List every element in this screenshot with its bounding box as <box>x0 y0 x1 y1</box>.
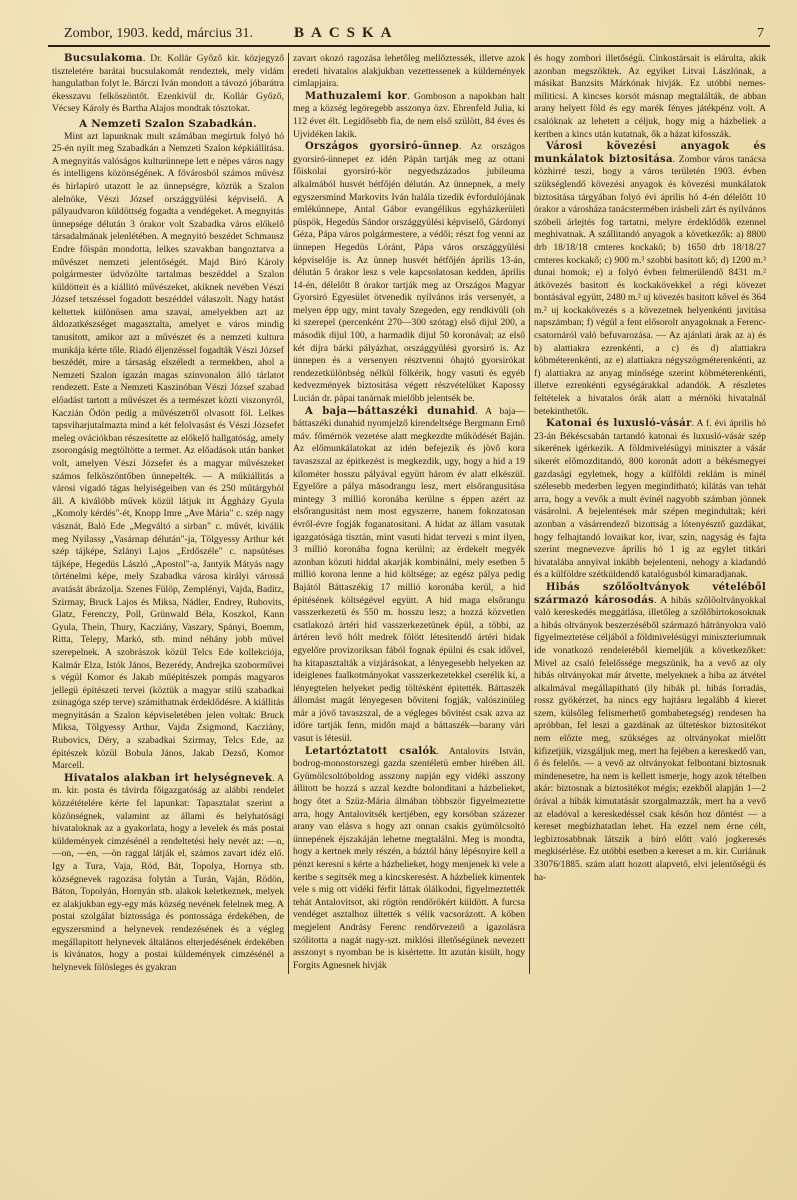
article-body: . A baja—báttaszéki dunahid nyomjelző kirendeltsége Bergmann Ernő máv. főmérnök vezetése alatt megkezdte működését Baján. Az előmunkálatokat az idén befejezik és jövő kora tavaszszal az épitkezést is megkezdik, ugy, hogy a hid a 19 kilométer hosszu pályával együtt három év alatt elkészül. Egyelőre a pálya másodrangu lesz, mert elsőrangusitása mintegy 3 millió koronába kerülne s éppen azért az elsőrangusitást nem most egyszerre, hanem fokozatosan évről-évre fogják foganatositani. A hidat az állam vasutak igazgatósága tisztán, mint vasuti hidat tervezi s mint ilyen, 3 millió koronába fogna kerülni; az érdekelt megyék azonban közuti hiddal akarják kombinálni, mely esetben 5 millió korona lenne a hid költsége; az egész pálya pedig Bajától Báttaszékig 17 millió koronába kerül, a hid épitésének költségével együtt. A hid maga elsőrangu vasszerkezetü és 550 m. hosszu lesz; a hozzá közvetlen csatlakozó ártéri hid vasszerkezetünek épül, a többi, az ártéren levő hólt medrek fölött létesitendő ártéri hidak egyelőre provizoriksan fából fognak épülni és csak idővel, ha kitapasztalták a vizjárásokat, a lényegesebb helyeken az ideiglenes faalkotmányokat vasszerkezetekkel cserélik ki, a lényegtelen helyeket pedig töltésként épitették. Báttaszék állomást magát lényegesen bőviteni fogják, valószinüleg már a jövő tavaszszal, de a végleges bővitést csak azva az idöre tartják fenn, midőn majd a báttaszék—barany vári vasut is létesül. <box>293 405 525 745</box>
article-body: . Antalovits István, bodrog-monostorszegi gazda szentéletü ember hirében áll. Gyümölcsoltóboldog asszony napján egy vidéki asszony állitott be hozzá s azzal kezdte bolonditani a házbelieket, hogy őtet a Szüz-Mária álmában többször figyelmeztette arra, hogy Antalovitsék kertjében, egy korsóban százezer arany van elásva s hogy azt onnan csakis gyümölcsoltó ünnepének éjszakáján lehetne megtalálni. Meg is mondta, hogy a kertnek mely részén, a báztól hány lépésnyire kell a pénzt keresni s kérte a házbelieket, hogy menjenek ki vele a kertbe s segitsék meg a kincskeresést. A házbeliek kimentek vele s mig ott vidéki férfit láttak ólálkodni, figyelmeztették tehát Antalovitsot, aki rögtön rendőrökért küldött. A furcsa vendéget asztalhoz ültették s vélik vacsorázott. A köben megjelent Andrásy Ferenc rendőrvezető a igazolásra szólitotta a nagát nagy-szt. miklósi illetőségünek nevezett asszonyt s nyomban be is kisértette. Itt azután kisült, hogy Forgits Agnesnek hivják <box>293 745 526 971</box>
article-body: és hogy zombori illetőségü. Cinkostársait is elárulta, akik azonban megszöktek. Az egyiket Litvai Lászlónak, a másikat Banzsits Márkónak hivják. Ez utóbbi nemes-militicsi. A kincses korsót másnap megtalálták, de abban arany helyett föld és egy marék fényes játékpénz volt. A csalóknak az lehetett a céljuk, hogy mig a házbeliek a kertben a kincs után kutatnak, ők a házat kifosszák. <box>534 53 766 140</box>
article-heading: A baja—báttaszéki dunahid <box>305 405 476 417</box>
page-number: 7 <box>757 26 764 41</box>
masthead <box>48 18 770 47</box>
article-heading: Hibás szőlőoltványok vételéből származó károsodás <box>534 581 766 606</box>
article-body: . A f. évi április hó 23-án Békéscsabán tartandó katonai és luxusló-vásár szép sikerének igérkezik. A földmivelésügyi miniszter a vásár sikerét előmozditandó, 800 koronát adott a békésmegyei gazdasági egyletnek, hogy a külföldi reklám is minél szélesebb mederben legyen megindítható; kilátás van tehát arra, hogy a vevők a mult évinél nagyobb számban jönnek vásárolni. A bejelentések már szépen megindultak; kéri azonban a vásárrendező bizottság a lótenyésztő gazdákat, hogy felhajtandó lovaikat kor, ivar, szin, nagyság és fajta szerint megnevezve április hó 1 ig az egylet titkári hivatalába annyival inkább bejelenteni, nehogy a kiadandó és a külföldre szétküldendő katalógusból kimaradjanak. <box>534 418 766 581</box>
article <box>293 91 525 141</box>
article <box>534 418 766 582</box>
article-body: Mint azt lapunknak mult számában megirtuk folyó hó 25-én nyilt meg Szabadkán a Nemzeti Szalon képkiállitása. A megnyitás valóságos kulturünnepe lett e népes város nagy és intelligens közönségének. A fővárosból számos művész és hirlapiró utazott le az ünnepségre, köztük a Szalon alelnöke, Vészi József országgyülési képviselő. A pályaudvaron küldöttség fogadta a vendégeket. A megnyitás ünnepsége délután 3 órakor volt Szabadka város előkelő társadalmának jelenlétében. A megnyitó beszédet Schmausz Endre főispán mondotta, lelkes szavakban bangoztatva a művészet nemzeti jelentőségét. Majd Biró Károly polgármester üdvözölte tartalmas beszéddel a Szalon küldötteit és a kiállitó művészeket, akiknek nevében Vészi József tetszéssel fogadott beszéddel válaszolt. Nagy hatást keltettek különösen ama szavai, amelyekben azt az áldozatkészséget magasztalta, amelyet e város mindig tanusitott, amikor azt a művészet és a nemzeti kultura munkája kérte tőle. Riadó éljenzéssel fogadták Vészi József beszédét, mire a társaság elszéledt a termekben, ahol a Nemzeti Szalon igazán magas szinvonalon álló tárlatot rendezett. Este a Nemzeti Kaszinóban Vészi József szabad előadást tartott a művészet és a természet közti viszonyról, Kaczián Ödön pedig a művészetről olvasott föl. Lelkes tapsviharjutalmazta mind a két felolvasást és Vészi Józsefet meleg ovációkban részesitette az előkelő hallgatóság, amely zsorongásig megtöltötte a termet. Az előadások után banket volt, amelyen Vészi Józsefet és a magyar művészeket számos felköszöntőben ünnepelték. — A műkiállitás a városi vigadó tágas helyiségeiben van és 250 műtárgyból áll. A kiválóbb művek közül látjuk itt Ággházy Gyula „Komoly kérdés"-ét, Knopp Imre „Ave Mária" c. szép nagy vásznát, Baló Ede „Megváltó a sirban" c. művét, kiválik meg Nyilassy „Vasárnap délután"-ja, Tölgyessy Arthur két szép tájképe, Szlányi Lajos „Erdőszéle" c. napsütéses tájképe, Hegedüs László „Apostol"-a, Jantyik Mátyás nagy történelmi képe, mely Szabadka városa királyi várossá avatását ábrázolja. Szenes Fülöp, Zemplényi, Vajda, Baditz, Szirmay, Bruck Lajos és Miksa, Nádler, Endrey, Rubovits, Glatz, Ferenczy, Poll, Grünwald Béla, Koszkol, Kann Gyula, Thein, Thury, Kacziány, Vaszary, Spányi, Boemm, Ritta, Telepy, Markó, stb. mind néhány jobb művel szerepelnek. A szobrászok közül Telcs Ede kollekciója, Kalmár Elza, Istók János, Bezerédy, Andrejka szoborművei s végül Komor és Jakab műépitészek pompás magyaros jellegü épitészeti tervei (köztük a magyar stilü szabadkai zsinagóga szép terve) számithatnak érdeklődésre. A kiállitás megnyitásán a Szalon képviseletében jelen voltak: Bruck Miksa, Tölgyessy Arthur, Vajda Zsigmond, Kacziány, Rubovics, Déry, a szabadkai Szirmay, Telcs Ede, az épitészek közül Bobula János, Jakab Dezső, Komor Marcell. <box>52 130 284 772</box>
article <box>52 131 284 773</box>
article <box>52 773 284 975</box>
article-heading: Városi kövezési anyagok és munkálatok biztositása <box>534 141 766 165</box>
article <box>534 141 766 418</box>
article <box>52 53 284 116</box>
article-heading: Hivatalos alakban irt helységnevek <box>64 772 273 784</box>
article <box>293 53 525 91</box>
article-heading: Országos gyorsiró-ünnep <box>305 141 460 153</box>
column-3 <box>529 53 770 974</box>
article-body: zavart okozó ragozása lehetőleg mellőztessék, illetve azok eredeti hivatalos alakjukban vezettessenek a küldemények cimlapjaira. <box>293 53 525 90</box>
article-body: . Az országos gyorsiró-ünnepet ez idén Pápán tartják meg az ottani főiskolai gyorsiró-kör negyedszázados jubileuma alkalmából husvét bétfőjén délután. Az ünnepnek, a mely egyszersmind Markovits Iván halála tizedik évfordulójának emlékünnepe, Antal Gábor evangélikus egyházkerületi püspök, Hegedüs Sándor országgyülési képviselő, Gárdonyi Géza, Pápa város polgármestere, a védői; részt fog venni az ünnepen Hegedüs Lóránt, Pápa város országgyülési képviselője is. Az ünnep husvét hétfőjén április 13-án, délután 5 órakor lesz s vele kapcsolatosan kedden, április 14-én, délelőtt 8 órakor tartják meg az Országos Magyar Gyorsiró Egyesület ötvenedik nyilvános irás versenyét, a melyen épp ugy, mint tavaly Szegeden, egy rendkivüli (oh ki szerepel (percenként 270—300 szótag) első dijul 200, a második dijul 100, a harmadik dijul 50 koronával; az első két dijra bárki pályázhat, országgyülési gyorsiró is. Az ünnepen és a versenyen résztvenni óhajtó gyorsirókat rendezetkülönbség nélkül fölkérik, hogy vasuti és egyéb kedvezmények biztositása végett részvételüket Kapossy Lucián dr. pápai tanárnak mielőbb jelentsék be. <box>293 141 525 405</box>
article-heading: Mathuzalemi kor <box>305 90 408 102</box>
column-2 <box>288 53 529 974</box>
article <box>534 582 766 884</box>
columns <box>48 53 770 974</box>
issue-date: Zombor, 1903. kedd, március 31. <box>64 26 254 41</box>
article-body: . Zombor város tanácsa közhirré teszi, hogy a város területén 1903. évben szükséglendő kövezési anyagok és kövezési munkálatok biztositása tárgyában folyó évi április hó 4-én délelőtt 10 órakor a városháza tanácstermében irásbeli zárt és nyilvános szóbeli árlejtés fog tartatni, melyre érdeklődők ezennel meghivatnak. A szállitandó anyagok a következők: a) 8800 drb 18/18/18 cmteres kockakő; b) 1650 drb 18/18/27 cmteres kockakő; c) 900 m.³ szobbi basitott kő; d) 1200 m.³ dunai homok; e) a folyó évben felmerülendő 8431 m.² átkövezés basitott és kockakövekkel a régi kövezet bontásával együtt, 2480 m.² uj kövezés basitott kővel és 364 m.² uj kockakövezés s a kövezetnek helyenkénti javitása napszámban; f) végül a fent elősorolt anyagoknak a Ferenc-csatornáról való befuvarozása. — Az ajánlati árak az a) és b) alattiakra ezrenkénti, a c) és d) alattiakra köbméterenkénti, az e) alattiakra négyszögméterenkénti, az f) alattiakra az anyag minősége szerint köbméterenkénti, illetve ezrenkénti egységárakkal adandók. A részletes feltételek a hivatalos órák alatt a mérnöki hivatalnál betekinthetők. <box>534 153 767 417</box>
article <box>293 141 525 405</box>
column-1 <box>48 53 288 974</box>
article-heading: Letartóztatott csalók <box>305 745 437 757</box>
article-body: . Gomboson a napokban halt meg a község legöregebb asszonya özv. Ehrenfeld Julia, ki 112 évet élt. Legidősebb fia, de nem első szülött, 84 éves és Ujvidéken lakik. <box>293 90 525 140</box>
article-heading: A Nemzeti Szalon Szabadkán. <box>79 117 257 130</box>
article <box>293 746 525 973</box>
newspaper-page <box>48 18 770 974</box>
article <box>293 406 525 746</box>
article-heading: Bucsulakoma <box>64 53 143 64</box>
article-body: . Dr. Kollár Győző kir. közjegyző tiszteletére barátai bucsulakomát rendeztek, mely vidám hangulatban folyt le. Bárczi Iván mondott a távozó jóbarátra ékesszavu felköszöntőt. Ezenkivül dr. Kollár Győző, Vécsey Károly és Bartha Alajos mondtak tósztokat. <box>52 53 284 115</box>
article-heading: Katonai és luxusló-vásár <box>546 418 692 430</box>
newspaper-title: BACSKA <box>294 25 399 41</box>
article-body: . A m. kir. posta és távirda főigazgatóság az alábbi rendelet közzétételére kérte fel lapunkat: Tapasztalat szerint a közönségnek, valamint az állami és helyhatósági hivataloknak az a gyakorlata, hogy a levelek és más postai küldemények cimzésénél a rendeltetési hely nevét az: —n, —on, —en, —ön raggal látják el, számos zavart idéz elő. Igy a Tura, Vaja, Röd, Bát, Topolya, Hornya stb. községnevek ragozása folytán a Turán, Vaján, Rödön, Báton, Topolyán, Hornyán stb. alakok keletkeznek, melyek ez alakjukban egy-egy más község nevének felelnek meg. A postai szolgálat biztossága és pontossága érdekében, de egyszersmind a helynevek rendezésének és a végleg megállapitott helynevek általános elterjedésének érdekében is kivánatos, hogy a postai küldemények cimzésénél a helynevek fölösleges és gyakran <box>52 772 284 973</box>
article-body: . A hibás szőlőoltványokkal való kereskedés meggátlása, illetőleg a szőlőbirtokosoknak a hibás oltványok beszerzéséből származó hátrányokra való figyelmeztetése céljából a földmivelésügyi miniszteriumnak ide vonatkozó rendeletéből kiemeljük a következőket: Mivel az csaló felelőssége megszünik, ha a vevő az oly hibás oltványokat már átvette, melyeknek a hiba az átvétel alkalmával megállapitható (ily hibák pl. hibás forradás, rossz gyökérzet, ha nincs egy hajtásra legalább 4 kieret szem, külsőleg felismerhető gombabetegség) rendesen ha apróbban, fel leszi a gazdának az ültetéskor biztositékot nem előzte meg, szükséges az oltványokat mielőtt kifizetjük, vizsgáljuk meg, mert ha fejében a kereskedő van, ő és felelős. — a vevő az oltványokat felbontani biztosnak mindenesetre, ha nem is kellett ismerje, hogy azok tételben akár: biztosnak a biztositékot mégis; ezekből alapján 1—2 órával a hibák kimutatását szorgalmazzák, mert ha a vevő az eladóval a kereskedéssel csak későn hoz döntést — a kereset megbizhatatlan lehet. Ha ezzel nem érne célt, legbiztosabbnak látszik a biró előtt való jogkeresés megkisérlése. Ez utóbbi esetben a kereset a m. kir. Curiának 33076/1885. szám alatt hozott alapvető, elvi jelentőségü és ha- <box>534 594 766 883</box>
article <box>534 53 766 141</box>
